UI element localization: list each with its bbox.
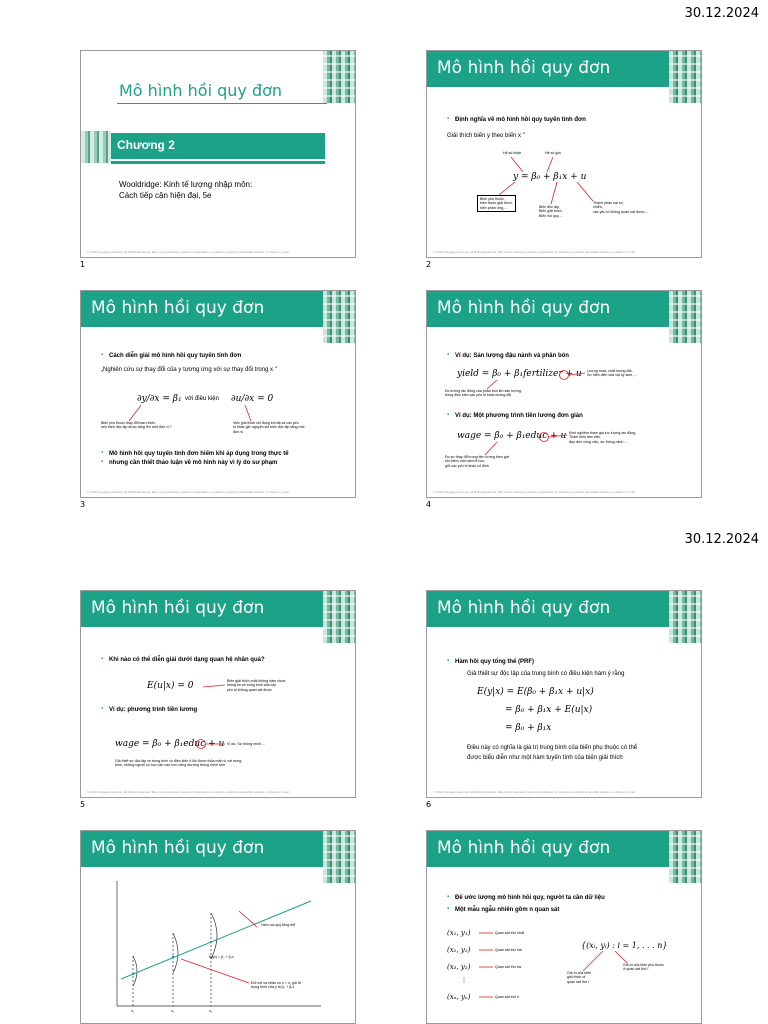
observation-pair: (xₙ, yₙ) [447, 993, 471, 1001]
observation-pair: (x₃, y₃) [447, 963, 471, 971]
label-curve: f(y|x) = β₀ + β₁x [209, 955, 234, 959]
bullet: ▪ Cách diễn giải mô hình hồi quy tuyến tính đơn [109, 353, 241, 359]
slide-subtitle: Wooldridge: Kinh tế lượng nhập môn: Cách tiếp cận hiện đại, 5e [119, 180, 253, 200]
slide-title: Mô hình hồi quy đơn [437, 298, 611, 318]
slide-title: Mô hình hồi quy đơn [91, 598, 265, 618]
note-below: Đo sự thay đổi trong tiền lương theo giờ khi thêm một năm đi học, giữ các yếu tố khác cố định [445, 455, 510, 468]
equation: E(y|x) = E(β₀ + β₁x + u|x) [477, 687, 594, 697]
annotation-arrows [427, 51, 702, 258]
observation-label: Quan sát thứ nhất [495, 931, 524, 935]
x-tick: x₃ [209, 1009, 213, 1013]
equation: yield = β₀ + β₁fertilizer + u [457, 369, 582, 379]
sub-bullet: Giả thiết sự độc lập của trung bình có điều kiện hàm ý rằng [467, 671, 625, 677]
equation: = β₀ + β₁x + E(u|x) [505, 705, 593, 715]
slide-1 [80, 50, 356, 258]
prf-diagram [81, 831, 356, 1024]
slide-number: 6 [426, 800, 432, 809]
observation-label: Quan sát thứ hai [495, 948, 522, 952]
annotation-arrows [427, 831, 702, 1024]
slide-5 [80, 590, 356, 798]
bullet: ▪ Định nghĩa về mô hình hồi quy tuyến tính đơn [455, 117, 586, 123]
observation-label: Quan sát thứ n [495, 995, 519, 999]
bullet: ▪ Ví dụ: Một phương trình tiền lương đơn giản [455, 413, 583, 419]
page-date: 30.12.2024 [684, 532, 759, 547]
note-right: Biến giải thích phải không hàm chứa thông tin về trung bình của các yếu tố không quan sát được [227, 679, 286, 692]
slide-decoration [81, 131, 111, 163]
slide-footer: © 2013 Cengage Learning. All Rights Reserved. May not be scanned, copied or duplicated, or posted to a publicly accessible website, in whole or in part. [433, 490, 637, 494]
title-bar [427, 591, 671, 627]
bullet: ▪ Hàm hồi quy tổng thể (PRF) [455, 659, 534, 665]
slide-8 [426, 830, 702, 1024]
note-right: Việc giải thích chỉ đúng khi tất cả các yếu tố khác giữ nguyên khi biến độc lập tăng một đơn vị [233, 421, 305, 434]
bullet: ▪ Để ước lượng mô hình hồi quy, người ta cần dữ liệu [455, 895, 605, 901]
slide-footer: © 2013 Cengage Learning. All Rights Reserved. May not be scanned, copied or duplicated, or posted to a publicly accessible website, in whole or in part. [87, 490, 291, 494]
slide-number: 1 [80, 260, 86, 269]
note: Đối với cá nhân có x = x₂ giá trị trung bình của y là β₀ + β₁x [251, 981, 301, 990]
slide-footer: © 2013 Cengage Learning. All Rights Reserved. May not be scanned, copied or duplicated, or posted to a publicly accessible website, in whole or in part. [433, 790, 637, 794]
label-slope: Hệ số góc [545, 151, 562, 155]
slide-4 [426, 290, 702, 498]
note-below: Đo lường tác động của phân bón lên sản lượng, trong điều kiện các yếu tố khác không đổi [445, 389, 522, 398]
prf-line [121, 901, 311, 979]
bullet: ▪ Mô hình hồi quy tuyến tính đơn hiếm khi áp dụng trong thực tế [109, 451, 289, 457]
slide-footer: © 2013 Cengage Learning. All Rights Reserved. May not be scanned, copied or duplicated, or posted to a publicly accessible website, in whole or in part. [87, 250, 291, 254]
note-right: Lượng mưa, chất lượng đất, Sự hiện diện của vật ký sinh, ... [587, 369, 638, 378]
equation: ∂u/∂x = 0 [231, 394, 274, 404]
annotation-arrows [81, 591, 356, 798]
note-below: Giả thiết sự độc lập về trung bình có điều kiện ít khi được thỏa mãn vì với trung bình, những người có học vấn cao hơn cũng thường thông minh hơn [115, 759, 242, 768]
label-independent: Biến độc lập, Biến giải thích, Biến hồi quy,... [539, 205, 563, 218]
label-intercept: Hệ số chặn [503, 151, 522, 155]
slide-number: 5 [80, 800, 86, 809]
label-prf: Hàm hồi quy tổng thể [261, 923, 296, 927]
density-curve [133, 956, 137, 986]
chapter-title: Chương 2 [117, 138, 175, 152]
note-left: Giá trị của biến giải thích of quan sát thứ i [567, 971, 592, 984]
bullet: ▪ Ví dụ: Sản lượng đậu nành và phân bón [455, 353, 569, 359]
slide-2 [426, 50, 702, 258]
equation: wage = β₀ + β₁educ + u [115, 739, 225, 749]
equation: E(u|x) = 0 [147, 681, 194, 691]
slide-3 [80, 290, 356, 498]
sub-bullet-continuation: được biểu diễn như một hàm tuyến tính của biến giải thích [467, 755, 623, 761]
observation-pair: (x₁, y₁) [447, 929, 471, 937]
text-line: Giải thích biến y theo biến x " [447, 133, 525, 139]
page-date: 30.12.2024 [684, 6, 759, 21]
ellipsis: ⋮ [461, 978, 467, 984]
x-tick: x₁ [131, 1009, 135, 1013]
slide-title: Mô hình hồi quy đơn [437, 598, 611, 618]
label-dependent: Biến phụ thuộc, biến được giải thích, biến phản ứng,... [477, 195, 516, 212]
equation: y = β₀ + β₁x + u [513, 172, 587, 182]
slide-number: 2 [426, 260, 432, 269]
equation: = β₀ + β₁x [505, 723, 552, 733]
slide-number: 3 [80, 500, 86, 509]
slide-title: Mô hình hồi quy đơn [437, 58, 611, 78]
slide-footer: © 2013 Cengage Learning. All Rights Reserved. May not be scanned, copied or duplicated, or posted to a publicly accessible website, in whole or in part. [433, 250, 637, 254]
slide-title: Mô hình hồi quy đơn [119, 81, 283, 100]
x-tick: x₂ [171, 1009, 175, 1013]
bullet: ▪ Khi nào có thể diễn giải dưới dạng quan hệ nhân quả? [109, 657, 265, 663]
annotation-arrows [427, 291, 702, 498]
annotation-arrows [81, 291, 356, 498]
bullet: ▪ Ví dụ: phương trình tiền lương [109, 707, 197, 713]
note-right: Giá trị của biến phụ thuộc ở quan sát thứ i [623, 963, 664, 972]
slide-title: Mô hình hồi quy đơn [91, 298, 265, 318]
slide-footer: © 2013 Cengage Learning. All Rights Reserved. May not be scanned, copied or duplicated, or posted to a publicly accessible website, in whole or in part. [87, 790, 291, 794]
sub-bullet: Điều này có nghĩa là giá trị trung bình của biến phụ thuộc có thể [467, 745, 638, 751]
equation: ∂y/∂x = β₁ [137, 394, 182, 404]
slide-title: Mô hình hồi quy đơn [437, 838, 611, 858]
density-curve [211, 913, 217, 959]
label-error: Thành phần sai số, nhiễu, các yếu tố không quan sát được,... [593, 201, 649, 214]
chapter-band [111, 133, 325, 159]
observation-pair: (x₂, y₂) [447, 946, 471, 954]
bullet: ▪ Một mẫu ngẫu nhiên gồm n quan sát [455, 907, 559, 913]
note-right: Ví dụ: Sự thông minh ... [227, 742, 265, 746]
note-left: Biến phụ thuộc thay đổi bao nhiêu nếu biến độc lập được tăng lên một đơn vị ? [101, 421, 172, 430]
slide-6 [426, 590, 702, 798]
note-right: Kinh nghiệm tham gia lực lượng lao động, Thâm niên làm việc, đạo đức công việc, sự thông minh ... [569, 431, 637, 444]
bullet-continuation: ▪ nhưng cần thiết thảo luận về mô hình này vì lý do sư phạm [109, 460, 277, 466]
sample-set: {(xᵢ, yᵢ) : i = 1, . . . n} [581, 941, 668, 950]
density-curve [173, 933, 178, 973]
equation: wage = β₀ + β₁educ + u [457, 431, 567, 441]
condition-text: với điều kiện [185, 396, 219, 402]
slide-number: 4 [426, 500, 432, 509]
slide-title: Mô hình hồi quy đơn [91, 838, 265, 858]
observation-label: Quan sát thứ ba [495, 965, 521, 969]
slide-7 [80, 830, 356, 1024]
text-line: „Nghiên cứu sự thay đổi của y tương ứng với sự thay đổi trong x " [101, 367, 277, 373]
